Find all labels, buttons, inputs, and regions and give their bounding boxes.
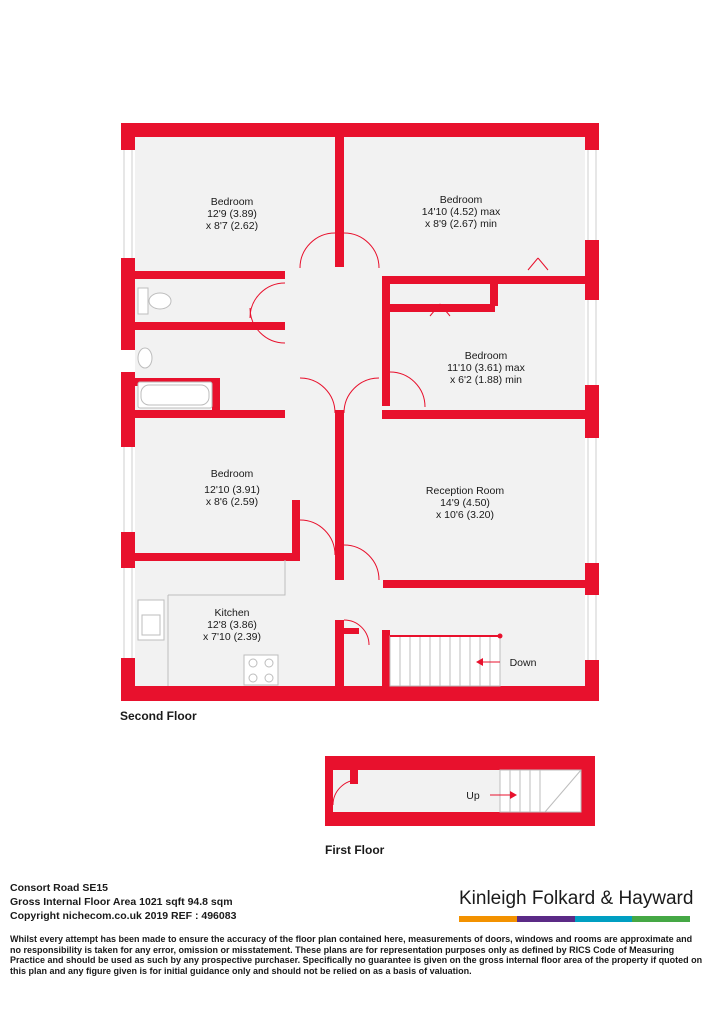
- brand-bar-segment: [459, 916, 517, 922]
- room-name: Bedroom: [210, 468, 254, 480]
- first-floor-label: First Floor: [325, 843, 385, 857]
- brand-logo: Kinleigh Folkard & Hayward: [459, 888, 694, 909]
- floor-area: Gross Internal Floor Area 1021 sqft 94.8 sqm: [10, 896, 233, 908]
- room-name: Bedroom: [439, 194, 483, 206]
- room-dim: 14'10 (4.52) max: [421, 206, 501, 218]
- stairs-up-label: Up: [466, 790, 480, 802]
- stairs-down: [390, 636, 500, 686]
- room-name: Kitchen: [214, 607, 250, 619]
- room-dim: x 7'10 (2.39): [202, 631, 262, 643]
- room-name: Bedroom: [210, 196, 254, 208]
- brand-bar-segment: [632, 916, 690, 922]
- disclaimer: Whilst every attempt has been made to ensure the accuracy of the floor plan contained here, measurements of doors, windows and rooms are approximate and no responsibility is taken for any error, omission or misstatement. These plans are for representation purposes only as defined by RICS Code of Measuring Practice and should be used as such by any prospective purchaser. Specifically no guarantee is given on the gross internal floor area of the property if quoted on this plan and any figure given is for initial guidance only and should not be relied on as a basis of valuation.: [10, 934, 703, 976]
- second-floor-label: Second Floor: [120, 709, 197, 723]
- room-dim: 11'10 (3.61) max: [447, 362, 525, 374]
- room-dim: x 6'2 (1.88) min: [449, 374, 523, 386]
- copyright: Copyright nichecom.co.uk 2019 REF : 496083: [10, 910, 237, 922]
- room-dim: 14'9 (4.50): [440, 497, 490, 509]
- room-dim: x 8'9 (2.67) min: [424, 218, 498, 230]
- room-name: Reception Room: [425, 485, 505, 497]
- room-dim: x 8'7 (2.62): [205, 220, 259, 232]
- second-floor-plan: [121, 123, 599, 701]
- room-dim: 12'9 (3.89): [207, 208, 257, 220]
- brand-color-bar: [459, 916, 690, 922]
- room-dim: 12'10 (3.91): [204, 484, 260, 496]
- room-dim: x 8'6 (2.59): [205, 496, 259, 508]
- room-dim: x 10'6 (3.20): [435, 509, 495, 521]
- room-dim: 12'8 (3.86): [207, 619, 257, 631]
- stairs-down-label: Down: [509, 657, 537, 669]
- room-name: Bedroom: [464, 350, 508, 362]
- first-floor-plan: [325, 756, 595, 826]
- property-info: [10, 881, 236, 923]
- brand-bar-segment: [517, 916, 575, 922]
- brand-bar-segment: [575, 916, 633, 922]
- address: Consort Road SE15: [10, 882, 109, 894]
